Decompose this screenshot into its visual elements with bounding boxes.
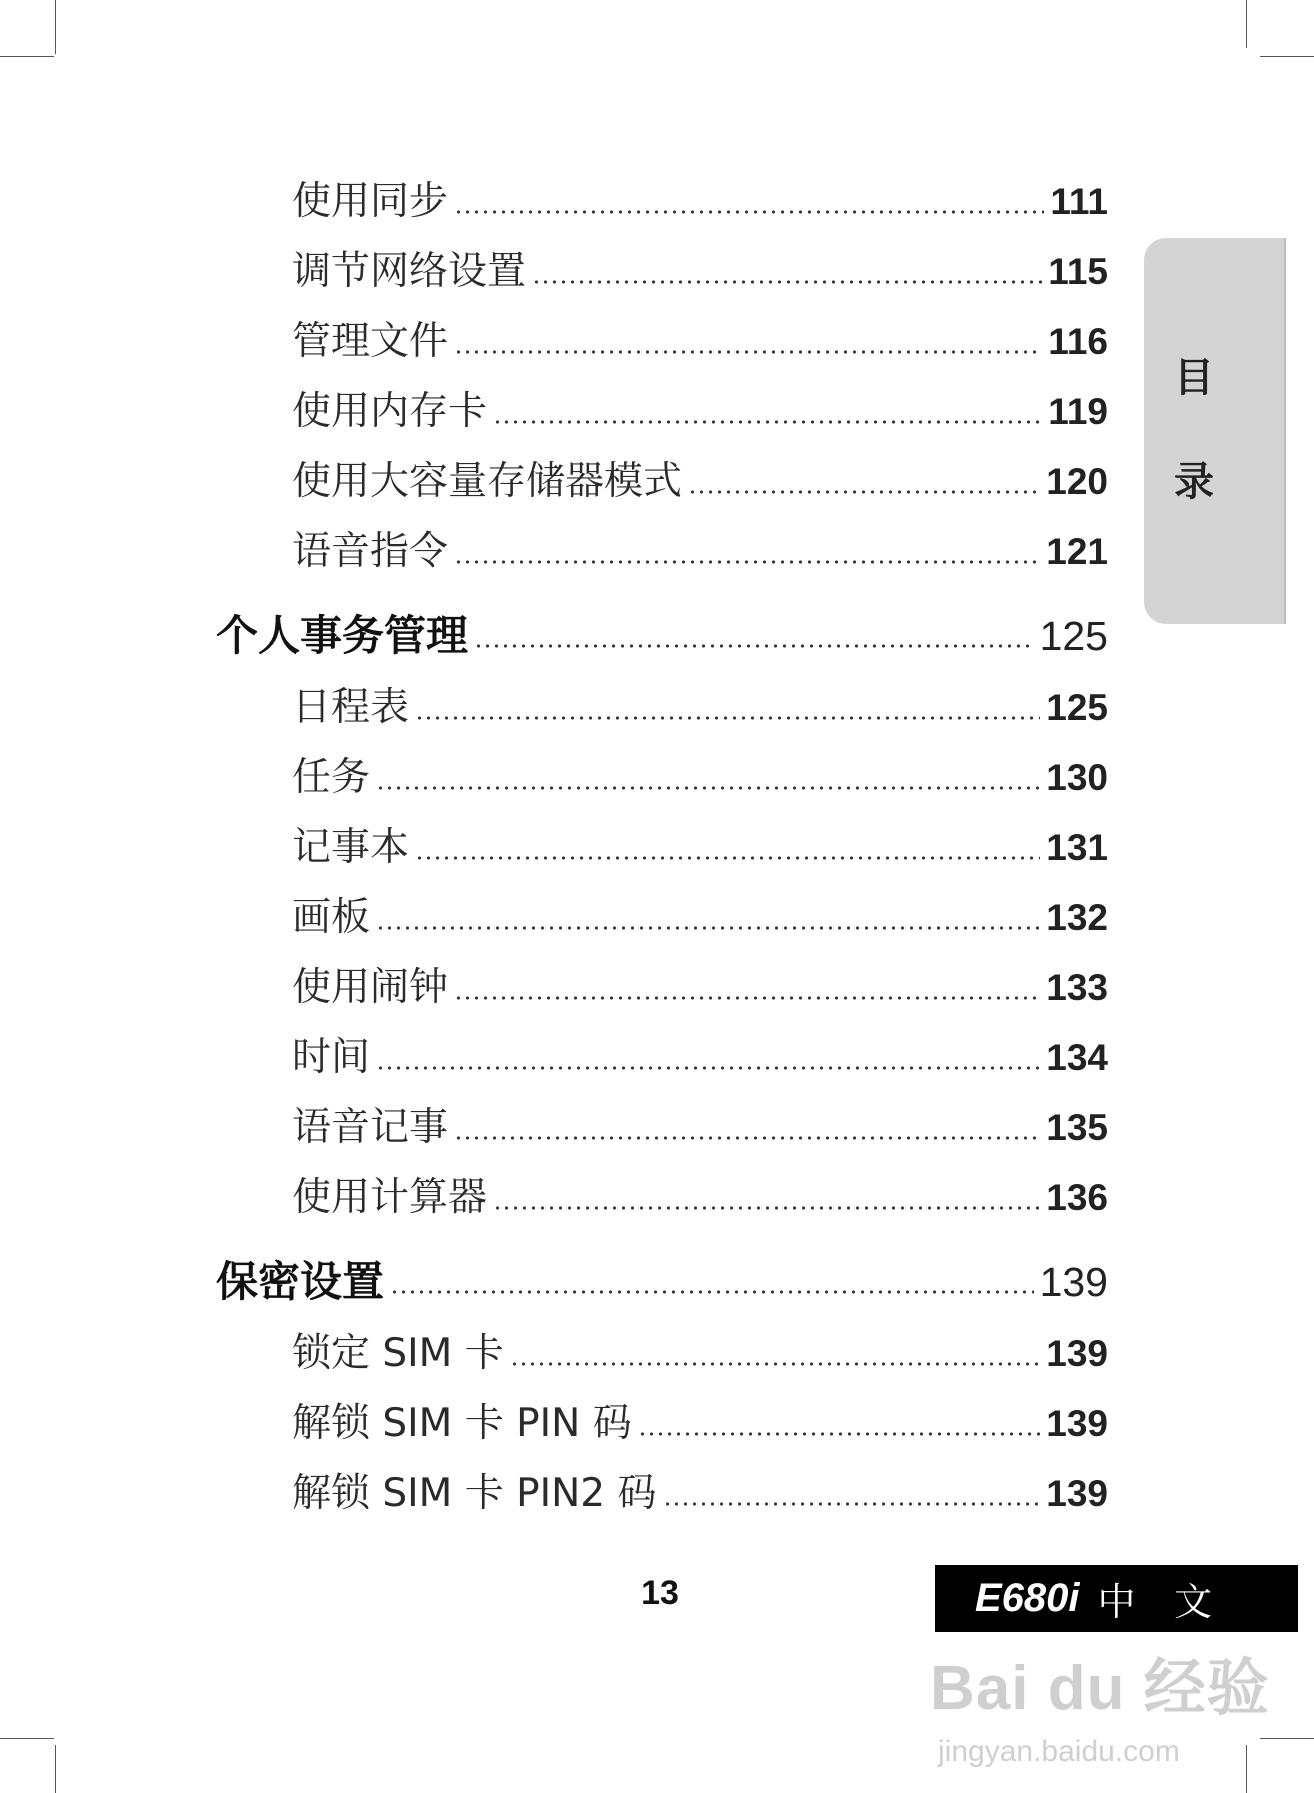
toc-page-number: 133 xyxy=(1046,967,1108,1008)
toc-entry-row xyxy=(292,1470,1108,1518)
dot-leader xyxy=(493,1206,1040,1210)
toc-page-number: 134 xyxy=(1046,1037,1108,1078)
toc-page-number: 130 xyxy=(1046,757,1108,798)
toc-entry-row xyxy=(292,248,1108,296)
toc-entry-title: 使用同步 xyxy=(292,179,449,224)
toc-page-number: 136 xyxy=(1046,1177,1108,1218)
toc-entry-title: 管理文件 xyxy=(292,319,449,364)
toc-chapter-row xyxy=(216,612,1108,660)
toc-entry-title: 锁定 SIM 卡 xyxy=(292,1331,504,1376)
crop-mark xyxy=(0,56,54,57)
dot-leader xyxy=(415,856,1040,860)
toc-page-number: 111 xyxy=(1050,181,1108,222)
dot-leader xyxy=(376,926,1040,930)
toc-chapter-row xyxy=(216,1258,1108,1306)
toc-entry-row xyxy=(292,1034,1108,1082)
toc-entry-title: 日程表 xyxy=(292,685,410,730)
model-badge xyxy=(935,1565,1298,1632)
toc-page-number: 125 xyxy=(1039,613,1108,659)
dot-leader xyxy=(454,1136,1040,1140)
toc-page-number: 131 xyxy=(1046,827,1108,868)
tab-char-2: 录 xyxy=(1174,458,1214,505)
toc-page-number: 135 xyxy=(1046,1107,1108,1148)
toc-entry-row xyxy=(292,1400,1108,1448)
toc-entry-row xyxy=(292,754,1108,802)
toc-entry-row xyxy=(292,964,1108,1012)
page-number: 13 xyxy=(641,1574,679,1612)
crop-mark xyxy=(55,0,56,54)
toc-page-number: 121 xyxy=(1046,531,1108,572)
toc-entry-title: 画板 xyxy=(292,895,371,940)
toc-page-number: 139 xyxy=(1039,1259,1108,1305)
toc-entry-title: 任务 xyxy=(292,755,371,800)
toc-entry-title: 使用计算器 xyxy=(292,1175,488,1220)
dot-leader xyxy=(454,210,1044,214)
toc-entry-row xyxy=(292,894,1108,942)
dot-leader xyxy=(454,350,1042,354)
toc-entry-row xyxy=(292,1174,1108,1222)
toc-entry-title: 使用闹钟 xyxy=(292,965,449,1010)
dot-leader xyxy=(454,560,1040,564)
toc-page-number: 139 xyxy=(1046,1403,1108,1444)
toc-entry-row xyxy=(292,318,1108,366)
toc-page-number: 120 xyxy=(1046,461,1108,502)
watermark-url: jingyan.baidu.com xyxy=(938,1735,1180,1768)
dot-leader xyxy=(493,420,1042,424)
toc-entry-title: 调节网络设置 xyxy=(292,249,527,294)
dot-leader xyxy=(415,716,1040,720)
toc-entry-row xyxy=(292,528,1108,576)
dot-leader xyxy=(474,644,1034,648)
dot-leader xyxy=(510,1362,1041,1366)
toc-entry-row xyxy=(292,1330,1108,1378)
crop-mark xyxy=(55,1745,56,1793)
tab-char-1: 目 xyxy=(1174,354,1214,401)
dot-leader xyxy=(663,1502,1041,1506)
toc-page-number: 125 xyxy=(1046,687,1108,728)
toc-page-number: 139 xyxy=(1046,1333,1108,1374)
toc-entry-title: 解锁 SIM 卡 PIN 码 xyxy=(292,1401,632,1446)
toc-entry-row xyxy=(292,458,1108,506)
toc-entry-row xyxy=(292,178,1108,226)
crop-mark xyxy=(1260,56,1314,57)
toc-entry-title: 使用大容量存储器模式 xyxy=(292,459,683,504)
dot-leader xyxy=(638,1432,1041,1436)
dot-leader xyxy=(532,280,1042,284)
toc-entry-row xyxy=(292,824,1108,872)
dot-leader xyxy=(688,490,1040,494)
toc-entry-title: 保密设置 xyxy=(216,1257,385,1306)
dot-leader xyxy=(454,996,1040,1000)
toc-entry-title: 语音指令 xyxy=(292,529,449,574)
model-name: E680i xyxy=(975,1576,1080,1620)
toc-page-number: 132 xyxy=(1046,897,1108,938)
toc-entry-row xyxy=(292,1104,1108,1152)
dot-leader xyxy=(376,1066,1040,1070)
language-label: 中 文 xyxy=(1097,1582,1227,1624)
toc-entry-title: 个人事务管理 xyxy=(216,611,469,660)
toc-entry-row xyxy=(292,388,1108,436)
toc-page-number: 119 xyxy=(1048,391,1108,432)
watermark-brand: Bai du 经验 xyxy=(930,1654,1270,1723)
toc-entry-title: 记事本 xyxy=(292,825,410,870)
toc-entry-row xyxy=(292,684,1108,732)
toc-entry-title: 使用内存卡 xyxy=(292,389,488,434)
dot-leader xyxy=(376,786,1040,790)
crop-mark xyxy=(1246,0,1247,48)
watermark xyxy=(930,1638,1270,1769)
toc-page-number: 115 xyxy=(1048,251,1108,292)
toc-entry-title: 解锁 SIM 卡 PIN2 码 xyxy=(292,1471,657,1516)
dot-leader xyxy=(390,1290,1034,1294)
crop-mark xyxy=(0,1738,54,1739)
section-tab xyxy=(1144,238,1286,624)
toc-page-number: 116 xyxy=(1048,321,1108,362)
toc-entry-title: 语音记事 xyxy=(292,1105,449,1150)
toc-entry-title: 时间 xyxy=(292,1035,371,1080)
toc-page-number: 139 xyxy=(1046,1473,1108,1514)
